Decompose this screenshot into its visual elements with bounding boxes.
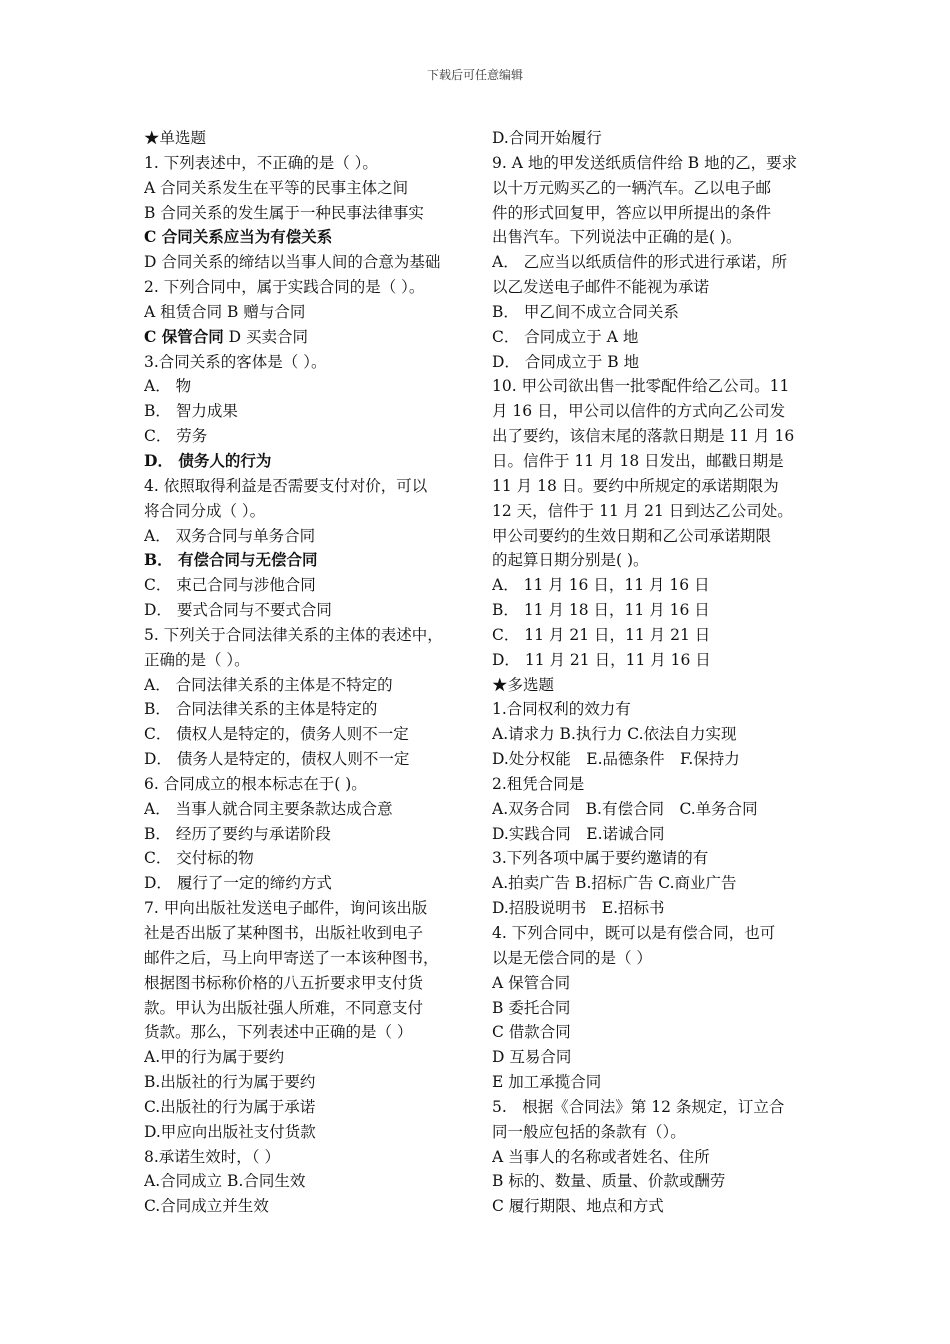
text-line: B． 经历了要约与承诺阶段 <box>144 824 331 843</box>
bold-answer: C 保管合同 <box>144 326 224 346</box>
text-line: D． 要式合同与不要式合同 <box>144 601 332 620</box>
text-line: B 委托合同 <box>492 998 571 1017</box>
text-line: 将合同分成（ ）。 <box>144 501 266 520</box>
text-line: A． 乙应当以纸质信件的形式进行承诺，所 <box>492 253 788 272</box>
text-line: 同一般应包括的条款有（）。 <box>492 1122 686 1141</box>
text-line: D.合同开始履行 <box>492 129 602 147</box>
text-line: B． 智力成果 <box>144 402 238 421</box>
text-line: A.合同成立 B.合同生效 <box>144 1172 306 1191</box>
text-line: 11 月 18 日。要约中所规定的承诺期限为 <box>492 476 779 495</box>
text-line: ★单选题 <box>144 129 207 147</box>
text-line: ★多选题 <box>492 675 555 694</box>
text-line: D.实践合同 E.诺诚合同 <box>492 824 665 843</box>
text-line: C.出版社的行为属于承诺 <box>144 1097 316 1116</box>
text-line: 2. 下列合同中，属于实践合同的是（ ）。 <box>144 278 425 297</box>
text-line: B． 有偿合同与无偿合同 <box>144 550 318 570</box>
text-line: D 互易合同 <box>492 1048 572 1067</box>
text-line: A 合同关系发生在平等的民事主体之间 <box>144 178 409 197</box>
text-line: A 租赁合同 B 赠与合同 <box>144 302 306 321</box>
text-line: B． 合同法律关系的主体是特定的 <box>144 700 378 719</box>
text-line: B． 甲乙间不成立合同关系 <box>492 302 679 321</box>
left-column <box>144 126 470 1219</box>
text-line: C． 合同成立于 A 地 <box>492 327 639 346</box>
text-line: 8.承诺生效时，（ ） <box>144 1147 280 1166</box>
text-line: 4. 下列合同中，既可以是有偿合同，也可 <box>492 924 776 942</box>
text-line: 的起算日期分别是( )。 <box>492 551 649 570</box>
text-line: 1.合同权利的效力有 <box>492 700 631 719</box>
text-line: 7. 甲向出版社发送电子邮件，询问该出版 <box>144 899 428 918</box>
text-line: 9. A 地的甲发送纸质信件给 B 地的乙，要求 <box>492 153 798 172</box>
text-line: 社是否出版了某种图书，出版社收到电子 <box>144 924 424 942</box>
text-line: 款。甲认为出版社强人所难，不同意支付 <box>144 998 424 1017</box>
text-line: D． 合同成立于 B 地 <box>492 352 640 371</box>
text-line: 3.合同关系的客体是（ ）。 <box>144 352 327 371</box>
text-line: 4. 依照取得利益是否需要支付对价，可以 <box>144 476 428 495</box>
text-line: 以乙发送电子邮件不能视为承诺 <box>492 278 710 297</box>
text-line: 3.下列各项中属于要约邀请的有 <box>492 849 709 868</box>
text-line: C.合同成立并生效 <box>144 1197 269 1216</box>
text-line: C 合同关系应当为有偿关系 <box>144 227 333 247</box>
text-line: A.拍卖广告 B.招标广告 C.商业广告 <box>492 874 737 893</box>
text-line: A． 合同法律关系的主体是不特定的 <box>144 675 393 694</box>
text-line: 正确的是（ ）。 <box>144 650 250 669</box>
text-line: 件的形式回复甲，答应以甲所提出的条件 <box>492 203 772 222</box>
text-line: 月 16 日，甲公司以信件的方式向乙公司发 <box>492 402 786 421</box>
text-line: 根据图书标称价格的八五折要求甲支付货 <box>144 973 424 992</box>
text-line: A.请求力 B.执行力 C.依法自力实现 <box>492 725 737 744</box>
text-line: 货款。那么，下列表述中正确的是（ ） <box>144 1023 413 1042</box>
text-line: 2.租凭合同是 <box>492 774 585 793</box>
text-line: 12 天，信件于 11 月 21 日到达乙公司处。 <box>492 501 793 520</box>
text-line: A． 11 月 16 日，11 月 16 日 <box>492 576 710 595</box>
text-line: D． 11 月 21 日，11 月 16 日 <box>492 650 711 669</box>
text-line: D.招股说明书 E.招标书 <box>492 899 665 918</box>
text-line: C． 11 月 21 日，11 月 21 日 <box>492 625 711 644</box>
text-line: C． 束己合同与涉他合同 <box>144 576 316 595</box>
text-line: 6. 合同成立的根本标志在于( )。 <box>144 774 367 793</box>
text-line: C 履行期限、地点和方式 <box>492 1197 664 1216</box>
text-line <box>144 325 470 350</box>
text-line: D 合同关系的缔结以当事人间的合意为基础 <box>144 253 441 272</box>
text-line: 以是无偿合同的是（ ） <box>492 948 652 967</box>
text-line: B． 11 月 18 日，11 月 16 日 <box>492 601 710 620</box>
text-line: 日。信件于 11 月 18 日发出，邮戳日期是 <box>492 451 784 470</box>
text-line: C． 债权人是特定的，债务人则不一定 <box>144 725 409 744</box>
text-line: 邮件之后，马上向甲寄送了一本该种图书， <box>144 948 439 967</box>
text-line: 出售汽车。下列说法中正确的是( )。 <box>492 228 742 247</box>
text-line: B.出版社的行为属于要约 <box>144 1073 316 1092</box>
text-line: C 借款合同 <box>492 1023 571 1042</box>
text-line: 1. 下列表述中，不正确的是（ ）。 <box>144 153 378 172</box>
text-line: 10. 甲公司欲出售一批零配件给乙公司。11 <box>492 377 790 396</box>
right-column <box>492 126 818 1219</box>
text-line: 甲公司要约的生效日期和乙公司承诺期限 <box>492 526 772 545</box>
text-line: A.双务合同 B.有偿合同 C.单务合同 <box>492 799 758 818</box>
text-line: A 保管合同 <box>492 973 571 992</box>
text-line: A 当事人的名称或者姓名、住所 <box>492 1147 710 1166</box>
option-text: D 买卖合同 <box>223 327 309 346</box>
text-line: A.甲的行为属于要约 <box>144 1048 285 1067</box>
text-line: C． 交付标的物 <box>144 849 254 868</box>
text-line: 出了要约，该信末尾的落款日期是 11 月 16 <box>492 427 795 446</box>
text-line: D.甲应向出版社支付货款 <box>144 1122 316 1141</box>
text-line: A． 物 <box>144 377 192 396</box>
text-line: B 标的、数量、质量、价款或酬劳 <box>492 1172 726 1191</box>
text-line: D． 债务人是特定的，债权人则不一定 <box>144 750 410 769</box>
text-line: 以十万元购买乙的一辆汽车。乙以电子邮 <box>492 178 772 197</box>
text-line: B 合同关系的发生属于一种民事法律事实 <box>144 203 424 222</box>
text-line: 5. 根据《合同法》第 12 条规定，订立合 <box>492 1097 785 1116</box>
page-header: 下载后可任意编辑 <box>426 68 523 82</box>
text-line: A． 当事人就合同主要条款达成合意 <box>144 799 393 818</box>
text-line: C． 劳务 <box>144 427 208 446</box>
text-line: A． 双务合同与单务合同 <box>144 526 316 545</box>
text-line: D． 债务人的行为 <box>144 450 272 470</box>
text-line: E 加工承揽合同 <box>492 1073 602 1092</box>
text-line: D． 履行了一定的缔约方式 <box>144 874 332 893</box>
text-line: 5. 下列关于合同法律关系的主体的表述中， <box>144 625 443 644</box>
text-line: D.处分权能 E.品德条件 F.保持力 <box>492 750 740 769</box>
